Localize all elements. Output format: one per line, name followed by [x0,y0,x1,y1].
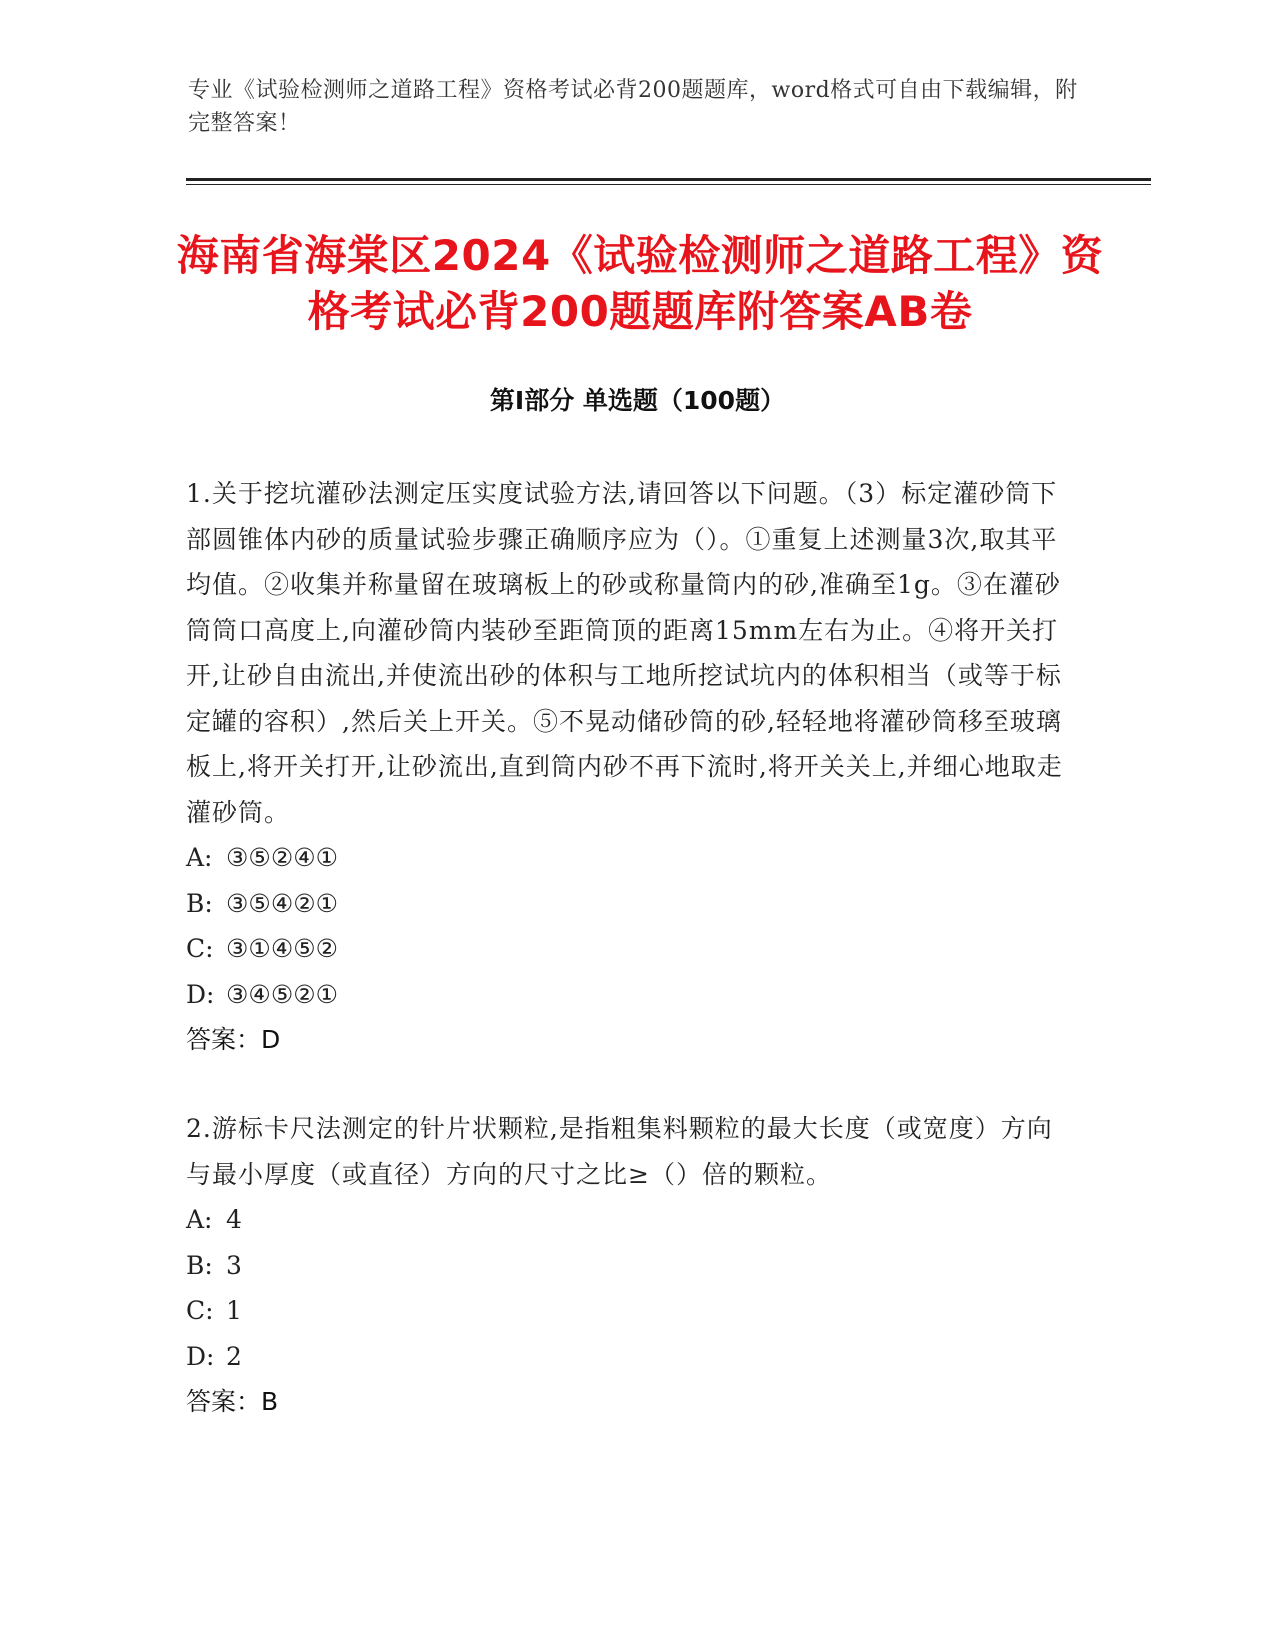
option-letter: D: [186,1341,215,1371]
option-text: ③①④⑤② [226,934,339,963]
header-note: 专业《试验检测师之道路工程》资格考试必背200题题库，word格式可自由下载编辑，附完整答案！ [188,78,1078,136]
option-text: ③⑤④②① [226,888,339,918]
option-a [186,1197,1076,1243]
option-text: ③⑤②④① [226,843,339,872]
question-1 [186,471,1076,1063]
option-c [186,926,1076,972]
section-heading: 第I部分 单选题（100题） [489,386,786,415]
option-letter: C: [186,1296,214,1325]
option-text: ③④⑤②① [226,979,339,1009]
option-b [186,1243,1076,1289]
option-text: 2 [226,1341,242,1371]
option-d [186,972,1076,1018]
question-stem: 1.关于挖坑灌砂法测定压实度试验方法,请回答以下问题。（3）标定灌砂筒下部圆锥体内砂的质量试验步骤正确顺序应为（）。①重复上述测量3次,取其平均值。②收集并称量留在玻璃板上的砂或称量筒内的砂,准确至1g。③在灌砂筒筒口高度上,向灌砂筒内装砂至距筒顶的距离15mm左右为止。④将开关打开,让砂自由流出,并使流出砂的体积与工地所挖试坑内的体积相当（或等于标定罐的容积）,然后关上开关。⑤不晃动储砂筒的砂,轻轻地将灌砂筒移至玻璃板上,将开关打开,让砂流出,直到筒内砂不再下流时,将开关关上,并细心地取走灌砂筒。 [186,479,1063,827]
option-letter: A: [186,1205,213,1234]
option-letter: B: [186,888,213,918]
document-title: 海南省海棠区2024《试验检测师之道路工程》资格考试必背200题题库附答案AB卷 [176,231,1104,336]
question-stem: 2.游标卡尺法测定的针片状颗粒,是指粗集料颗粒的最大长度（或宽度）方向与最小厚度（或直径）方向的尺寸之比≥（）倍的颗粒。 [186,1114,1053,1189]
option-c [186,1288,1076,1334]
option-letter: D: [186,979,215,1009]
option-d [186,1334,1076,1380]
option-letter: A: [186,843,213,872]
option-a [186,835,1076,881]
option-text: 3 [226,1250,242,1280]
header-divider-thin [186,184,1151,185]
question-2 [186,1106,1076,1425]
option-letter: B: [186,1250,213,1280]
option-text: 4 [226,1205,242,1234]
answer-line: 答案：D [186,1025,281,1054]
option-letter: C: [186,934,214,963]
header-divider-thick [186,178,1151,181]
answer-line: 答案：B [186,1387,279,1416]
option-b [186,881,1076,927]
option-text: 1 [226,1296,242,1325]
